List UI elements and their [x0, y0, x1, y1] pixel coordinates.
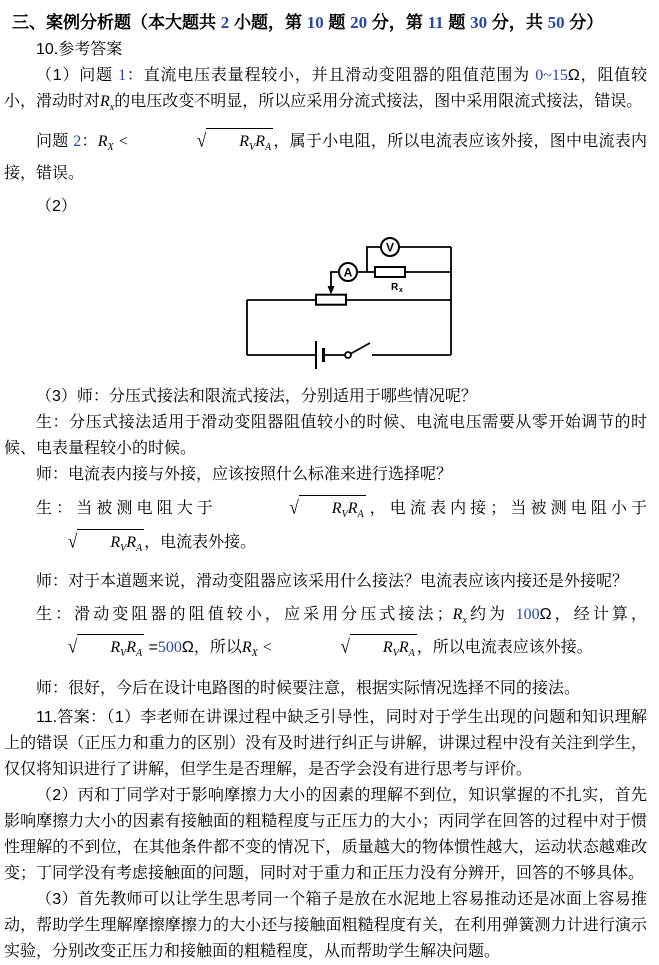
circuit-diagram: [244, 234, 459, 376]
text-run: ，电流表内接；当被测电阻小于: [365, 500, 647, 518]
text-run: 问题: [36, 133, 74, 151]
number-text: 1: [118, 67, 127, 84]
circuit-svg: [244, 234, 459, 376]
voltmeter-label: V: [385, 240, 395, 255]
text-run: （1）问题: [36, 67, 119, 84]
rx-label-sub: x: [399, 287, 403, 295]
rheostat: [316, 295, 346, 305]
text-run: Ω，经计算，: [539, 605, 647, 623]
number-text: 2: [220, 13, 230, 32]
dialog-teacher-closing: [4, 676, 647, 702]
math-formula: √ $R_VR_A$: [225, 500, 365, 517]
answer-11-part-2: [4, 783, 647, 887]
text-run: 11.答案：（1）李老师在讲课过程中缺乏引导性，同时对于学生出现的问题和知识理解上的错误（正压力和重力的区别）没有及时进行纠正与讲解，讲课过程中没有关注到学生，仅仅将知识进行了讲解，但学生是否理解，是否学会没有进行思考与评价。: [4, 709, 647, 779]
number-text: 10: [306, 13, 324, 32]
number-text: 2: [73, 133, 82, 151]
text-run: 生：分压式接法适用于滑动变阻器阻值较小的时候、电流电压需要从零开始调节的时候、电表量程较小的时候。: [4, 414, 647, 458]
text-run: 师：对于本道题来说，滑动变阻器应该采用什么接法？电流表应该内接还是外接呢？: [36, 572, 629, 590]
text-run: ，所以电流表应该外接。: [416, 638, 593, 656]
text-run: Ω，阻值较小，滑动时对: [4, 67, 647, 110]
text-run: 生：滑动变阻器的阻值较小，应采用分压式接法；: [36, 605, 453, 623]
math-formula: $R_X$ < √ $R_VR_A$: [242, 639, 417, 656]
text-run: 师：电流表内接与外接，应该按照什么标准来进行选择呢？: [36, 466, 453, 484]
switch-pivot-icon: [345, 352, 351, 358]
section-title: [4, 10, 647, 36]
switch-blade-icon: [351, 343, 370, 354]
dialog-student-answer-3: [4, 602, 647, 667]
number-text: 50: [547, 13, 565, 32]
rheostat-wiper-wire: [331, 272, 339, 287]
number-text: 0~15: [535, 67, 568, 84]
text-run: 题: [323, 13, 351, 32]
text-run: （2）: [36, 198, 77, 216]
math-formula: √ $R_VR_A$: [4, 639, 144, 656]
math-formula: √ $R_VR_A$: [4, 534, 144, 551]
text-run: 生：当被测电阻大于: [36, 500, 226, 518]
answer-10-part-2-label: [4, 194, 647, 220]
text-run: =: [144, 638, 158, 656]
text-run: （3）师：分压式接法和限流式接法，分别适用于哪些情况呢？: [36, 388, 477, 406]
number-text: 100: [515, 605, 540, 623]
dialog-teacher-question-1: [4, 384, 647, 410]
resistor-rx: [375, 267, 405, 277]
number-text: 500: [157, 638, 182, 656]
text-run: ，电流表外接。: [144, 533, 257, 551]
text-run: ，属于小电阻，所以电流表应该外接，图中电流表内接，错误。: [4, 133, 647, 183]
text-run: 小题，第: [229, 13, 307, 32]
answer-10-problem-1: [4, 63, 647, 121]
math-formula: $R_x$: [452, 605, 467, 626]
text-run: 分，共: [487, 13, 548, 32]
text-run: 分，第: [367, 13, 428, 32]
number-text: 30: [470, 13, 488, 32]
text-run: 的电压改变不明显，所以应采用分流式接法，图中采用限流式接法，错误。: [114, 93, 643, 110]
text-run: Ω，所以: [181, 638, 242, 656]
text-run: 师：很好，今后在设计电路图的时候要注意，根据实际情况选择不同的接法。: [36, 680, 581, 698]
text-run: 三、案例分析题（本大题共: [12, 13, 221, 32]
answer-10-problem-2: [4, 128, 647, 187]
math-formula: $R_x$: [100, 93, 115, 114]
answer-11-part-3: [4, 887, 647, 965]
answer-10-heading: [4, 37, 647, 63]
dialog-teacher-question-2: [4, 462, 647, 488]
text-run: ：: [81, 133, 98, 151]
number-text: 11: [427, 13, 444, 32]
text-run: 题: [443, 13, 471, 32]
text-run: ：直流电压表量程较小，并且滑动变阻器的阻值范围为: [126, 67, 536, 84]
text-run: 10.参考答案: [36, 41, 123, 58]
number-text: 20: [350, 13, 368, 32]
ammeter-label: A: [343, 265, 353, 280]
text-run: 分）: [564, 13, 604, 32]
text-run: （3）首先教师可以让学生思考同一个箱子是放在水泥地上容易推动还是冰面上容易推动，帮助学生理解摩擦摩擦力的大小还与接触面粗糙程度有关，在利用弹簧测力计进行演示实验，分别改变正压力和接触面的粗糙程度，从而帮助学生解决问题。: [4, 891, 647, 961]
math-formula: $R_X$ < √ $R_VR_A$: [98, 133, 273, 150]
wiper-arrow-icon: [328, 286, 335, 295]
text-run: （2）丙和丁同学对于影响摩擦力大小的因素的理解不到位，知识掌握的不扎实，首先影响摩擦力大小的因素有接触面的粗糙程度与正压力的大小；丙同学在回答的过程中对于惯性理解的不到位，在其他条件都不变的情况下，质量越大的物体惯性越大，运动状态越难改变；丁同学没有考虑接触面的问题，同时对于重力和正压力没有分辨开，回答的不够具体。: [4, 787, 647, 883]
dialog-teacher-question-3: [4, 569, 647, 595]
answer-11-part-1: [4, 705, 647, 783]
text-run: 约为: [466, 605, 516, 623]
rx-label: R: [391, 282, 399, 294]
dialog-student-answer-1: [4, 410, 647, 462]
dialog-student-answer-2: [4, 495, 647, 561]
